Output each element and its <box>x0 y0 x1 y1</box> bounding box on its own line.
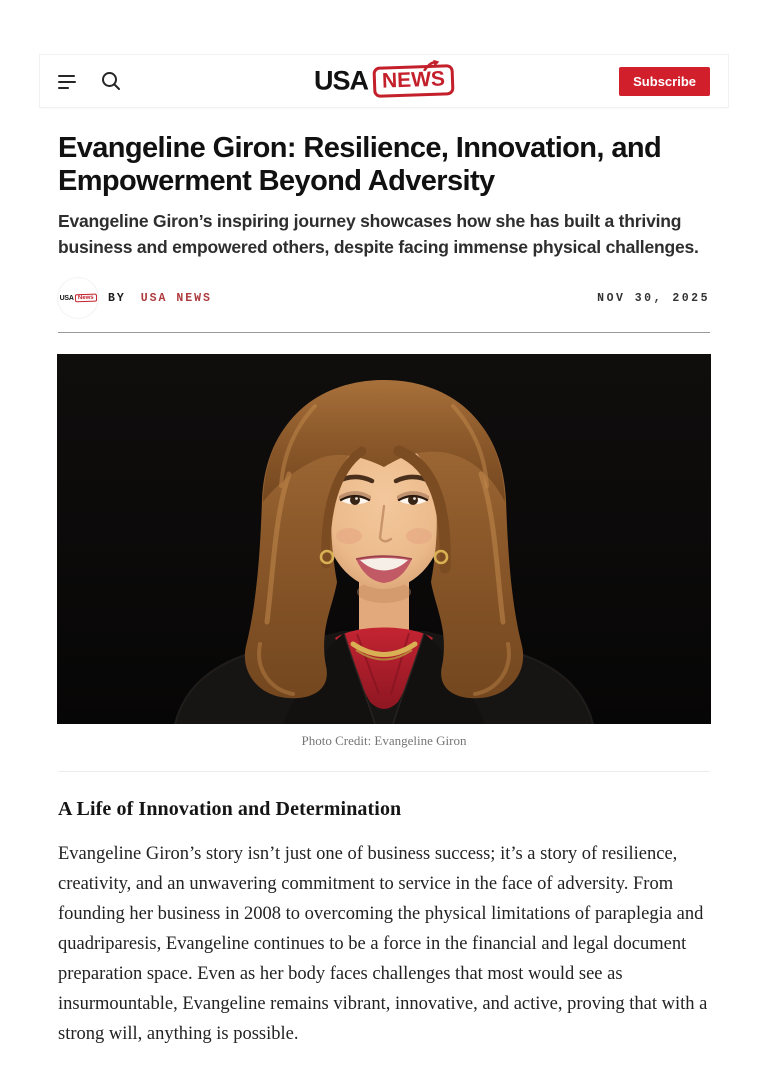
search-icon[interactable] <box>100 70 122 92</box>
article-paragraph: Evangeline Giron’s story isn’t just one of business success; it’s a story of resilience, creativity, and an unwavering commitment to service in the face of adversity. From founding her business in 2008 to overcoming the physical limitations of paraplegia and quadriparesis, Evangeline continues to be a force in the financial and legal document preparation space. Even as her body faces challenges that most would see as insurmountable, Evangeline remains vibrant, innovative, and active, proving that with a strong will, anything is possible. <box>58 844 708 1044</box>
byline-author-link[interactable]: USA NEWS <box>140 291 212 305</box>
avatar-usa-text: USA <box>59 294 74 302</box>
article-date: NOV 30, 2025 <box>597 291 710 305</box>
site-header <box>40 55 728 107</box>
section-divider <box>58 771 710 772</box>
usa-news-logo[interactable] <box>314 66 454 97</box>
article-headline: Evangeline Giron: Resilience, Innovation, and Empowerment Beyond Adversity <box>58 132 662 197</box>
article-subheadline: Evangeline Giron’s inspiring journey showcases how she has built a thriving business and empowered others, despite facing immense physical challenges. <box>58 211 699 257</box>
photo-credit: Photo Credit: Evangeline Giron <box>301 733 467 748</box>
hero-image <box>57 354 711 749</box>
avatar-news-text: News <box>75 294 97 303</box>
subscribe-button[interactable]: Subscribe <box>619 67 710 96</box>
logo-news-text: NEWS <box>381 67 446 93</box>
logo-news-box <box>372 64 454 98</box>
logo-usa-text: USA <box>313 65 369 96</box>
logo-arrow-icon <box>422 59 440 72</box>
menu-icon[interactable] <box>58 73 78 89</box>
author-avatar[interactable] <box>58 278 98 318</box>
header-left-group <box>58 70 122 92</box>
byline-by-label: BY <box>108 291 126 305</box>
byline-text <box>108 292 212 305</box>
byline-row <box>58 278 710 318</box>
byline-divider <box>58 332 710 333</box>
article <box>58 107 710 1049</box>
section-heading: A Life of Innovation and Determination <box>58 798 402 820</box>
hero-portrait-illustration <box>57 354 711 724</box>
